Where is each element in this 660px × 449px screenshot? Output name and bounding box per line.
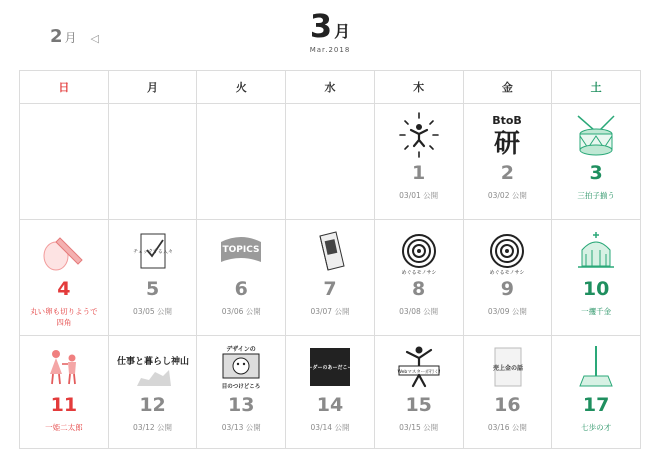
spiral-icon [481,226,533,276]
weekday-tue: 火 [197,71,286,104]
prev-month-suffix: 月 [64,31,77,45]
calligraphy-icon [116,342,189,392]
empty-cell [108,104,197,220]
day-cell-5[interactable] [108,220,197,336]
calendar-grid [19,70,641,449]
day-caption: 03/14 公開 [310,423,350,432]
day-cell-10[interactable] [552,220,641,336]
day-caption: 七歩の才 [581,423,612,432]
day-cell-2[interactable] [463,104,552,220]
weekday-mon: 月 [108,71,197,104]
day-number: 11 [50,394,78,416]
day-cell-4[interactable] [20,220,109,336]
day-cell-11[interactable] [20,336,109,449]
drum-icon [570,110,622,160]
day-caption: 03/13 公開 [221,423,261,432]
weekday-sat: 土 [552,71,641,104]
weekday-thu: 木 [374,71,463,104]
day-caption: 03/09 公開 [487,307,527,316]
mop-icon [570,342,622,392]
day-caption: 03/05 公開 [133,307,173,316]
day-caption: 一姫二太郎 [45,423,83,432]
weekday-sun: 日 [20,71,109,104]
current-month-suffix: 月 [334,22,351,41]
text-collage-icon [481,342,533,392]
day-cell-6[interactable] [197,220,286,336]
week-row [20,336,641,449]
blackboard-icon [304,342,356,392]
week-row [20,220,641,336]
calligraphy-text: 仕事と暮らし神山 [116,357,189,367]
day-caption: 03/01 公開 [399,191,439,200]
spiral-text: めぐるモノサシ [401,270,437,276]
btob-ken-logo-icon [481,110,533,160]
castle-icon [570,226,622,276]
children-icon [38,342,90,392]
figure-icon [393,110,445,160]
current-month-sub: Mar.2018 [309,46,351,54]
day-caption: 03/06 公開 [221,307,261,316]
topics-text: TOPICS [222,245,260,255]
day-number: 13 [228,394,255,416]
box-icon [304,226,356,276]
day-cell-17[interactable] [552,336,641,449]
egg-knife-icon [38,226,90,276]
day-cell-14[interactable] [286,336,375,449]
web-master-text: Webマスターが行く! [397,370,441,375]
day-number: 7 [323,278,337,300]
logo-text: BtoB [492,114,523,127]
day-caption: 03/15 公開 [399,423,439,432]
current-month-title [310,8,350,44]
empty-cell [20,104,109,220]
day-number: 8 [412,278,426,300]
check-text: チェックする人々 [132,249,173,255]
day-number: 2 [500,162,514,184]
spiral-text: めぐるモノサシ [489,270,525,276]
day-caption: 03/16 公開 [487,423,527,432]
day-cell-3[interactable] [552,104,641,220]
empty-cell [286,104,375,220]
day-number: 1 [412,162,426,184]
coder-text: コーダーのあーだこーだ [302,365,358,371]
logo-kanji: 研 [494,129,521,159]
check-paper-icon [127,226,179,276]
day-cell-1[interactable] [374,104,463,220]
current-month-number: 3 [309,7,333,45]
week-row [20,104,641,220]
collage-text: 売上金の話 [493,365,524,372]
runner-icon [393,342,445,392]
spiral-icon [393,226,445,276]
empty-cell [197,104,286,220]
current-month [0,8,660,54]
day-cell-12[interactable] [108,336,197,449]
day-caption: 03/08 公開 [399,307,439,316]
day-number: 12 [139,394,166,416]
day-number: 4 [57,278,71,300]
face-card-icon [215,342,267,392]
day-cell-9[interactable] [463,220,552,336]
day-cell-8[interactable] [374,220,463,336]
day-caption: 丸い卵も切りようで 四角 [30,307,98,327]
day-cell-13[interactable] [197,336,286,449]
day-cell-15[interactable] [374,336,463,449]
design-bottom-text: 目のつけどころ [221,384,261,390]
day-number: 15 [405,394,432,416]
prev-arrow-icon[interactable]: ◁ [90,32,100,45]
day-caption: 一攫千金 [581,307,612,316]
weekday-wed: 水 [286,71,375,104]
day-caption: 03/12 公開 [133,423,173,432]
prev-month-number: 2 [50,26,63,47]
day-number: 6 [234,278,248,300]
calendar-header [0,0,660,70]
day-cell-16[interactable] [463,336,552,449]
design-top-text: デザインの [226,346,257,353]
day-caption: 03/02 公開 [487,191,527,200]
day-caption: 三拍子揃う [577,191,615,200]
day-number: 3 [589,162,603,184]
day-caption: 03/07 公開 [310,307,350,316]
day-number: 10 [582,278,610,300]
weekday-header-row [20,71,641,104]
day-number: 17 [582,394,610,416]
topics-banner-icon [215,226,267,276]
day-cell-7[interactable] [286,220,375,336]
weekday-fri: 金 [463,71,552,104]
day-number: 9 [500,278,514,300]
day-number: 16 [494,394,521,416]
day-number: 14 [316,394,344,416]
day-number: 5 [145,278,160,300]
